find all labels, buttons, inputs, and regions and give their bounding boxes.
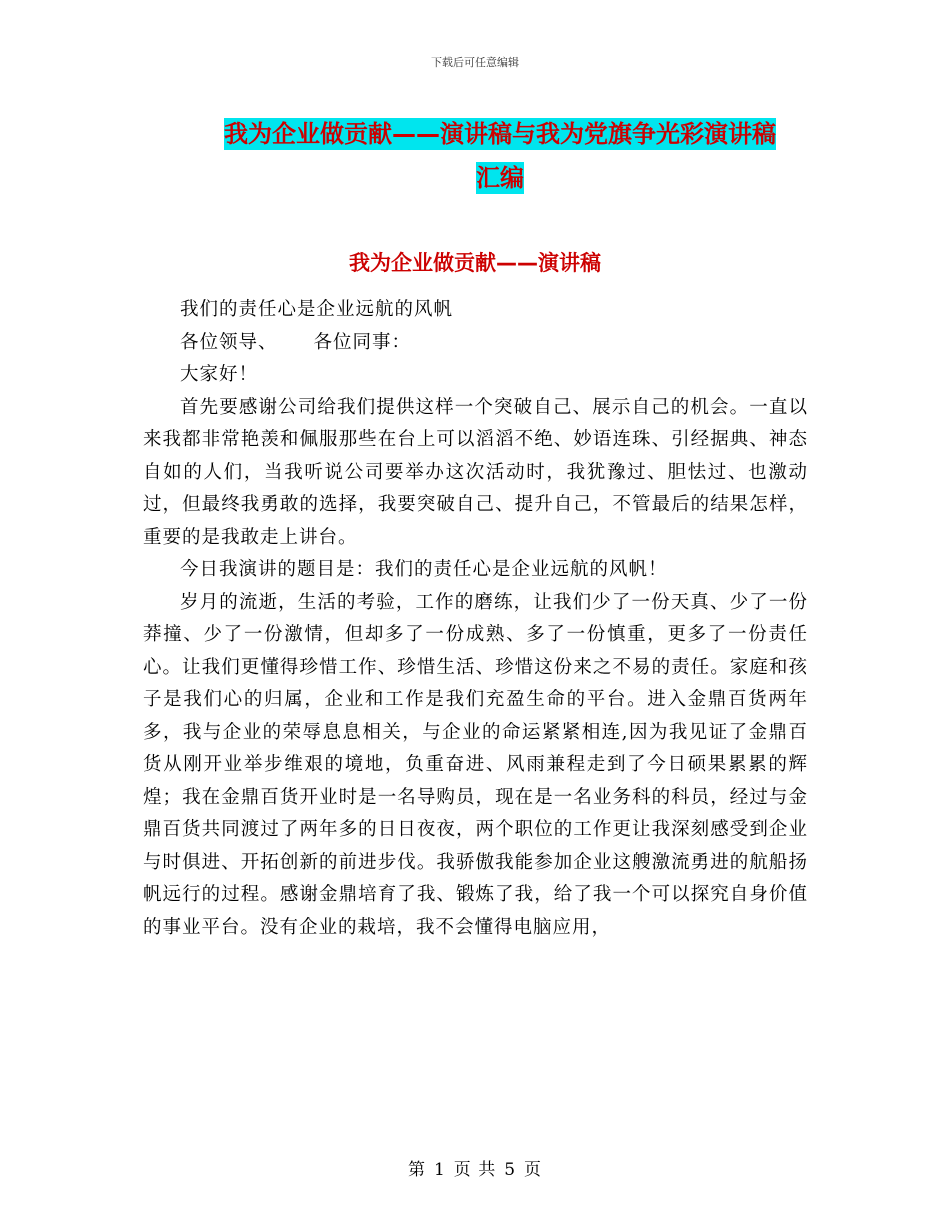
greeting-line: 大家好！ [180,364,259,385]
document-title-line1: 我为企业做贡献——演讲稿与我为党旗争光彩演讲稿 [224,120,776,148]
salutation-line [143,327,808,360]
footer-mid: 页 共 [453,1160,497,1180]
salutation-leaders: 各位领导、 [180,331,278,353]
header-note: 下载后可任意编辑 [431,56,519,69]
paragraph: 首先要感谢公司给我们提供这样一个突破自己、展示自己的机会。一直以来我都非常艳羡和佩服那些在台上可以滔滔不绝、妙语连珠、引经据典、神态自如的人们，当我听说公司要举办这次活动时，我犹豫过、胆怯过、也激动过，但最终我勇敢的选择，我要突破自己、提升自己，不管最后的结果怎样，重要的是我敢走上讲台。 [143,396,808,548]
footer-prefix: 第 [407,1160,426,1180]
paragraph: 岁月的流逝，生活的考验，工作的磨练，让我们少了一份天真、少了一份莽撞、少了一份激情，但却多了一份成熟、多了一份慎重，更多了一份责任心。让我们更懂得珍惜工作、珍惜生活、珍惜这份来之不易的责任。家庭和孩子是我们心的归属，企业和工作是我们充盈生命的平台。进入金鼎百货两年多，我与企业的荣辱息息相关，与企业的命运紧紧相连,因为我见证了金鼎百货从刚开业举步维艰的境地，负重奋进、风雨兼程走到了今日硕果累累的辉煌；我在金鼎百货开业时是一名导购员，现在是一名业务科的科员，经过与金鼎百货共同渡过了两年多的日日夜夜，两个职位的工作更让我深刻感受到企业与时俱进、开拓创新的前进步伐。我骄傲我能参加企业这艘激流勇进的航船扬帆远行的过程。感谢金鼎培育了我、锻炼了我，给了我一个可以探究自身价值的事业平台。没有企业的栽培，我不会懂得电脑应用， [143,591,808,938]
document-title-line2: 汇编 [476,164,524,192]
document-title [170,112,830,200]
page-footer [0,1155,950,1180]
speech-body [143,294,808,944]
footer-suffix: 页 [524,1160,543,1180]
footer-total-pages: 5 [504,1160,517,1180]
section-title: 我为企业做贡献——演讲稿 [349,251,601,275]
paragraph: 今日我演讲的题目是：我们的责任心是企业远航的风帆！ [180,559,668,580]
footer-page-number: 1 [433,1160,446,1180]
salutation-colleagues: 各位同事： [313,331,412,353]
speech-heading-line: 我们的责任心是企业远航的风帆 [180,299,454,320]
